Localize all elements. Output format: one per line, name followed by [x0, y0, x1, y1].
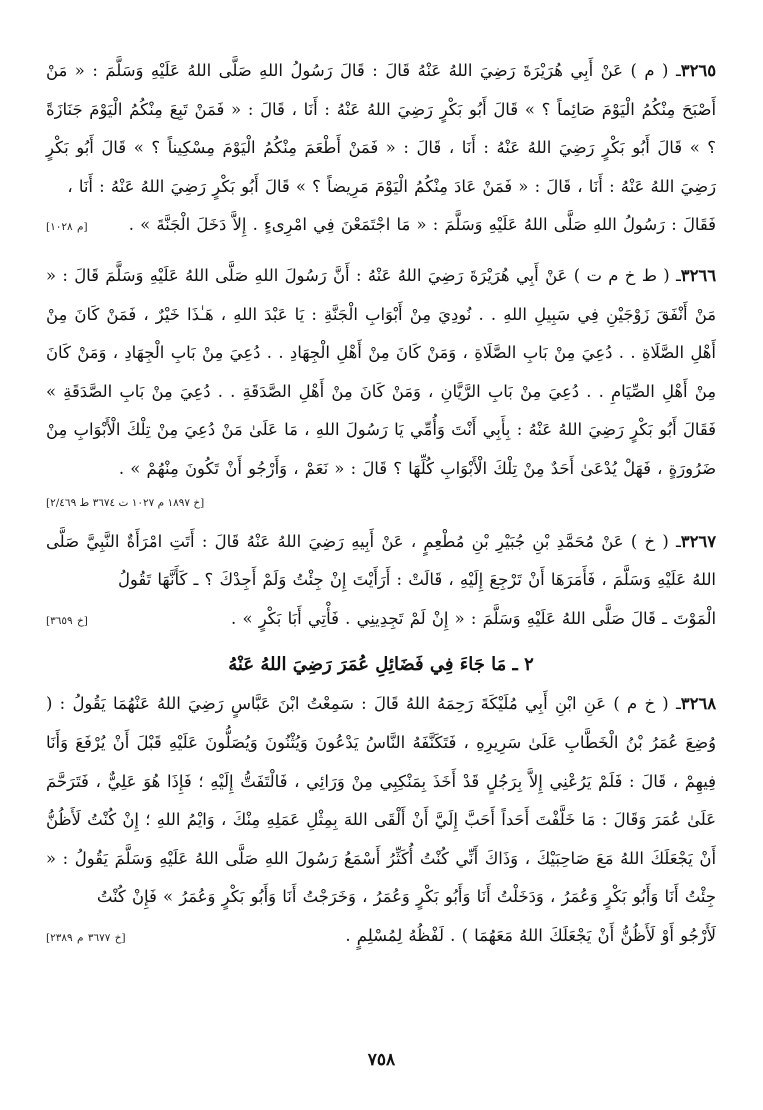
- hadith-number: ٣٢٦٥: [680, 61, 716, 80]
- hadith-number: ٣٢٦٨: [680, 694, 716, 714]
- hadith-reference: [خ ٣٦٧٧ م ٢٣٨٩]: [46, 931, 126, 944]
- hadith-3268: [46, 685, 716, 957]
- book-page: [46, 52, 716, 1092]
- hadith-text: ـ ( ط خ م ت ) عَنْ أَبِي هُرَيْرَةَ رَضِيَ اللهُ عَنْهُ : أَنَّ رَسُولَ اللهِ صَلَّى اللهُ عَلَيْهِ وَسَلَّمَ قَالَ : « مَنْ أَنْفَقَ زَوْجَيْنِ فِي سَبِيلِ اللهِ . . نُودِيَ مِنْ أَبْوَابِ الْجَنَّةِ : يَا عَبْدَ اللهِ ، هَـٰذَا خَيْرٌ ، فَمَنْ كَانَ مِنْ أَهْلِ الصَّلَاةِ . . دُعِيَ مِنْ بَابِ الصَّلَاةِ ، وَمَنْ كَانَ مِنْ أَهْلِ الْجِهَادِ . . دُعِيَ مِنْ بَابِ الْجِهَادِ ، وَمَنْ كَانَ مِنْ أَهْلِ الصِّيَامِ . . دُعِيَ مِنْ بَابِ الرَّيَّانِ ، وَمَنْ كَانَ مِنْ أَهْلِ الصَّدَقَةِ . . دُعِيَ مِنْ بَابِ الصَّدَقَةِ » فَقَالَ أَبُو بَكْرٍ رَضِيَ اللهُ عَنْهُ : بِأَبِي أَنْتَ وَأُمِّي يَا رَسُولَ اللهِ ، مَا عَلَىٰ مَنْ دُعِيَ مِنْ تِلْكَ الْأَبْوَابِ مِنْ ضَرُورَةٍ ، فَهَلْ يُدْعَىٰ أَحَدٌ مِنْ تِلْكَ الْأَبْوَابِ كُلِّهَا ؟ قَالَ : « نَعَمْ ، وَأَرْجُو أَنْ تَكُونَ مِنْهُمْ » .: [46, 265, 716, 478]
- hadith-reference: [خ ١٨٩٧ م ١٠٢٧ ت ٣٦٧٤ ط ٢/٤٦٩]: [46, 496, 205, 509]
- hadith-text: ـ ( خ ) عَنْ مُحَمَّدِ بْنِ جُبَيْرِ بْنِ مُطْعِمٍ ، عَنْ أَبِيهِ رَضِيَ اللهُ عَنْهُ قَالَ : أَتَتِ امْرَأَةٌ النَّبِيَّ صَلَّى اللهُ عَلَيْهِ وَسَلَّمَ ، فَأَمَرَهَا أَنْ تَرْجِعَ إِلَيْهِ ، قَالَتْ : أَرَأَيْتَ إِنْ جِئْتُ وَلَمْ أَجِدْكَ ؟ ـ كَأَنَّهَا تَقُولُ: [46, 531, 716, 590]
- hadith-3266: [46, 257, 716, 509]
- hadith-number: ٣٢٦٧: [680, 531, 716, 551]
- hadith-3266-body: [46, 257, 716, 489]
- hadith-number: ٣٢٦٦: [680, 265, 716, 285]
- hadith-text: ـ ( م ) عَنْ أَبِي هُرَيْرَةَ رَضِيَ اللهُ عَنْهُ قَالَ : قَالَ رَسُولُ اللهِ صَلَّى اللهُ عَلَيْهِ وَسَلَّمَ : « مَنْ أَصْبَحَ مِنْكُمُ الْيَوْمَ صَائِماً ؟ » قَالَ أَبُو بَكْرٍ رَضِيَ اللهُ عَنْهُ : أَنَا ، قَالَ : « فَمَنْ تَبِعَ مِنْكُمُ الْيَوْمَ جَنَازَةً ؟ » قَالَ أَبُو بَكْرٍ رَضِيَ اللهُ عَنْهُ : أَنَا ، قَالَ : « فَمَنْ أَطْعَمَ مِنْكُمُ الْيَوْمَ مِسْكِيناً ؟ » قَالَ أَبُو بَكْرٍ رَضِيَ اللهُ عَنْهُ : أَنَا ، قَالَ : « فَمَنْ عَادَ مِنْكُمُ الْيَوْمَ مَرِيضاً ؟ » قَالَ أَبُو بَكْرٍ رَضِيَ اللهُ عَنْهُ : أَنَا ،: [46, 61, 716, 196]
- hadith-3267: [46, 523, 716, 641]
- hadith-3268-last-line: [46, 917, 716, 958]
- page-number: ٧٥٨: [367, 1050, 396, 1070]
- chapter-heading: ٢ ـ مَا جَاءَ فِي فَضَائِلِ عُمَرَ رَضِيَ اللهُ عَنْهُ: [228, 654, 534, 676]
- hadith-text-last: لَأَرْجُو أَوْ لَأَظُنُّ أَنْ يَجْعَلَكَ اللهُ مَعَهُمَا ) . لَفْظُهُ لِمُسْلِمٍ .: [345, 925, 716, 945]
- hadith-3265: [46, 52, 716, 247]
- hadith-3265-last-line: [46, 206, 716, 247]
- hadith-text: ـ ( خ م ) عَنِ ابْنِ أَبِي مُلَيْكَةَ رَحِمَهُ اللهُ قَالَ : سَمِعْتُ ابْنَ عَبَّاسٍ رَضِيَ اللهُ عَنْهُمَا يَقُولُ : ( وُضِعَ عُمَرُ بْنُ الْخَطَّابِ عَلَىٰ سَرِيرِهِ ، فَتَكَنَّفَهُ النَّاسُ يَدْعُونَ وَيُثْنُونَ وَيُصَلُّونَ عَلَيْهِ قَبْلَ أَنْ يُرْفَعَ وَأَنَا فِيهِمْ ، قَالَ : فَلَمْ يَرُعْنِي إِلاَّ بِرَجُلٍ قَدْ أَخَذَ بِمَنْكِبِي مِنْ وَرَائِي ، فَالْتَفَتُّ إِلَيْهِ ؛ فَإِذَا هُوَ عَلِيٌّ ، فَتَرَحَّمَ عَلَىٰ عُمَرَ وَقَالَ : مَا خَلَّفْتَ أَحَداً أَحَبَّ إِلَيَّ أَنْ أَلْقَى اللهَ بِمِثْلِ عَمَلِهِ مِنْكَ ، وَايْمُ اللهِ ؛ إِنْ كُنْتُ لَأَظُنُّ أَنْ يَجْعَلَكَ اللهُ مَعَ صَاحِبَيْكَ ، وَذَاكَ أَنِّي كُنْتُ أُكَثِّرُ أَسْمَعُ رَسُولَ اللهِ صَلَّى اللهُ عَلَيْهِ وَسَلَّمَ يَقُولُ : « جِئْتُ أَنَا وَأَبُو بَكْرٍ وَعُمَرُ ، وَدَخَلْتُ أَنَا وَأَبُو بَكْرٍ وَعُمَرُ ، وَخَرَجْتُ أَنَا وَأَبُو بَكْرٍ وَعُمَرُ » فَإِنْ كُنْتُ: [46, 694, 716, 907]
- hadith-reference: [م ١٠٢٨]: [46, 221, 88, 234]
- hadith-3267-body: [46, 523, 716, 600]
- hadith-3265-body: [46, 52, 716, 206]
- hadith-text-last: فَقَالَ : رَسُولُ اللهِ صَلَّى اللهُ عَلَيْهِ وَسَلَّمَ : « مَا اجْتَمَعْنَ فِي امْرِىءٍ . إِلاَّ دَخَلَ الْجَنَّةَ » .: [128, 215, 716, 235]
- hadith-3267-last-line: [46, 600, 716, 641]
- hadith-reference: [خ ٣٦٥٩]: [46, 614, 88, 627]
- hadith-text-last: الْمَوْتَ ـ قَالَ صَلَّى اللهُ عَلَيْهِ وَسَلَّمَ : « إِنْ لَمْ تَجِدِينِي . فَأْتِي أَبَا بَكْرٍ » .: [231, 608, 716, 628]
- hadith-3268-body: [46, 685, 716, 917]
